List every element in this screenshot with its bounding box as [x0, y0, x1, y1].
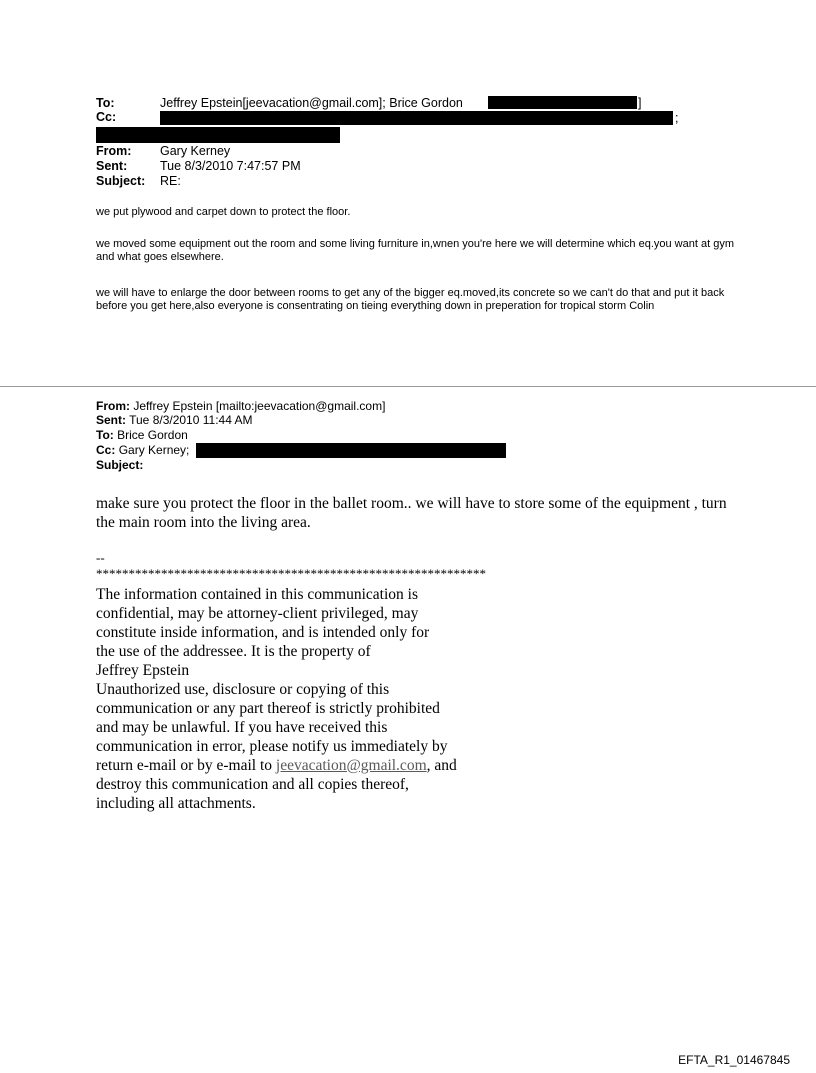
disclaimer-text: return e-mail or by e-mail to: [96, 757, 276, 774]
disclaimer-line: Unauthorized use, disclosure or copying of this: [96, 681, 390, 698]
quoted-to-label: To:: [96, 428, 114, 442]
redaction-box: [96, 127, 340, 143]
disclaimer: [96, 585, 556, 813]
document-id: EFTA_R1_01467845: [678, 1053, 790, 1067]
disclaimer-line: [96, 756, 556, 775]
signature-stars: ************************************************************: [96, 566, 486, 581]
cc-end-semicolon: ;: [675, 111, 679, 125]
from-label: From:: [96, 144, 132, 158]
quoted-subject-line: [96, 458, 143, 472]
from-value: Gary Kerney: [160, 144, 231, 158]
quoted-from-label: From:: [96, 399, 130, 413]
disclaimer-line: The information contained in this communication is: [96, 586, 418, 603]
email-link[interactable]: jeevacation@gmail.com: [275, 757, 427, 774]
disclaimer-line: the use of the addressee. It is the property of: [96, 643, 371, 660]
disclaimer-line: destroy this communication and all copies thereof,: [96, 776, 409, 793]
message2-body: make sure you protect the floor in the ballet room.. we will have to store some of the equipment , turn the main room into the living area.: [96, 495, 727, 531]
quoted-to-line: [96, 428, 188, 442]
message1-paragraph: we will have to enlarge the door between rooms to get any of the bigger eq.moved,its concrete so we can't do that and put it back before you get here,also everyone is consentrating on tieing everything down in preperation for tropical storm Colin: [96, 287, 725, 312]
subject-label: Subject:: [96, 174, 146, 188]
sent-label: Sent:: [96, 159, 128, 173]
disclaimer-line: including all attachments.: [96, 795, 256, 812]
quoted-cc-line: [96, 443, 189, 457]
quoted-cc-value: Gary Kerney;: [118, 443, 190, 457]
disclaimer-line: communication or any part thereof is strictly prohibited: [96, 700, 440, 717]
quoted-sent-line: [96, 413, 253, 427]
redaction-box: [488, 96, 637, 109]
message-divider: [0, 386, 816, 387]
quoted-sent-value: Tue 8/3/2010 11:44 AM: [129, 413, 253, 427]
quoted-sent-label: Sent:: [96, 413, 126, 427]
disclaimer-line: communication in error, please notify us immediately by: [96, 738, 448, 755]
quoted-from-line: [96, 399, 385, 413]
quoted-cc-label: Cc:: [96, 443, 116, 457]
disclaimer-line: constitute inside information, and is intended only for: [96, 624, 430, 641]
disclaimer-text: , and: [426, 757, 457, 774]
to-end-bracket: ]: [638, 96, 642, 110]
disclaimer-line: Jeffrey Epstein: [96, 662, 190, 679]
quoted-to-value: Brice Gordon: [117, 428, 188, 442]
to-value: Jeffrey Epstein[jeevacation@gmail.com]; Brice Gordon: [160, 96, 463, 110]
message1-paragraph: we moved some equipment out the room and some living furniture in,wnen you're here we will determine which eq.you want at gym and what goes elsewhere.: [96, 238, 734, 263]
quoted-from-value: Jeffrey Epstein [mailto:jeevacation@gmail.com]: [133, 399, 386, 413]
disclaimer-line: confidential, may be attorney-client privileged, may: [96, 605, 419, 622]
cc-label: Cc:: [96, 110, 117, 124]
signature-dash: --: [96, 550, 105, 565]
quoted-subject-label: Subject:: [96, 458, 144, 472]
redaction-box: [196, 443, 506, 458]
subject-value: RE:: [160, 174, 181, 188]
redaction-box: [160, 111, 673, 125]
message1-paragraph: we put plywood and carpet down to protect the floor.: [96, 206, 351, 218]
sent-value: Tue 8/3/2010 7:47:57 PM: [160, 159, 301, 173]
to-label: To:: [96, 96, 115, 110]
disclaimer-line: and may be unlawful. If you have received this: [96, 719, 388, 736]
